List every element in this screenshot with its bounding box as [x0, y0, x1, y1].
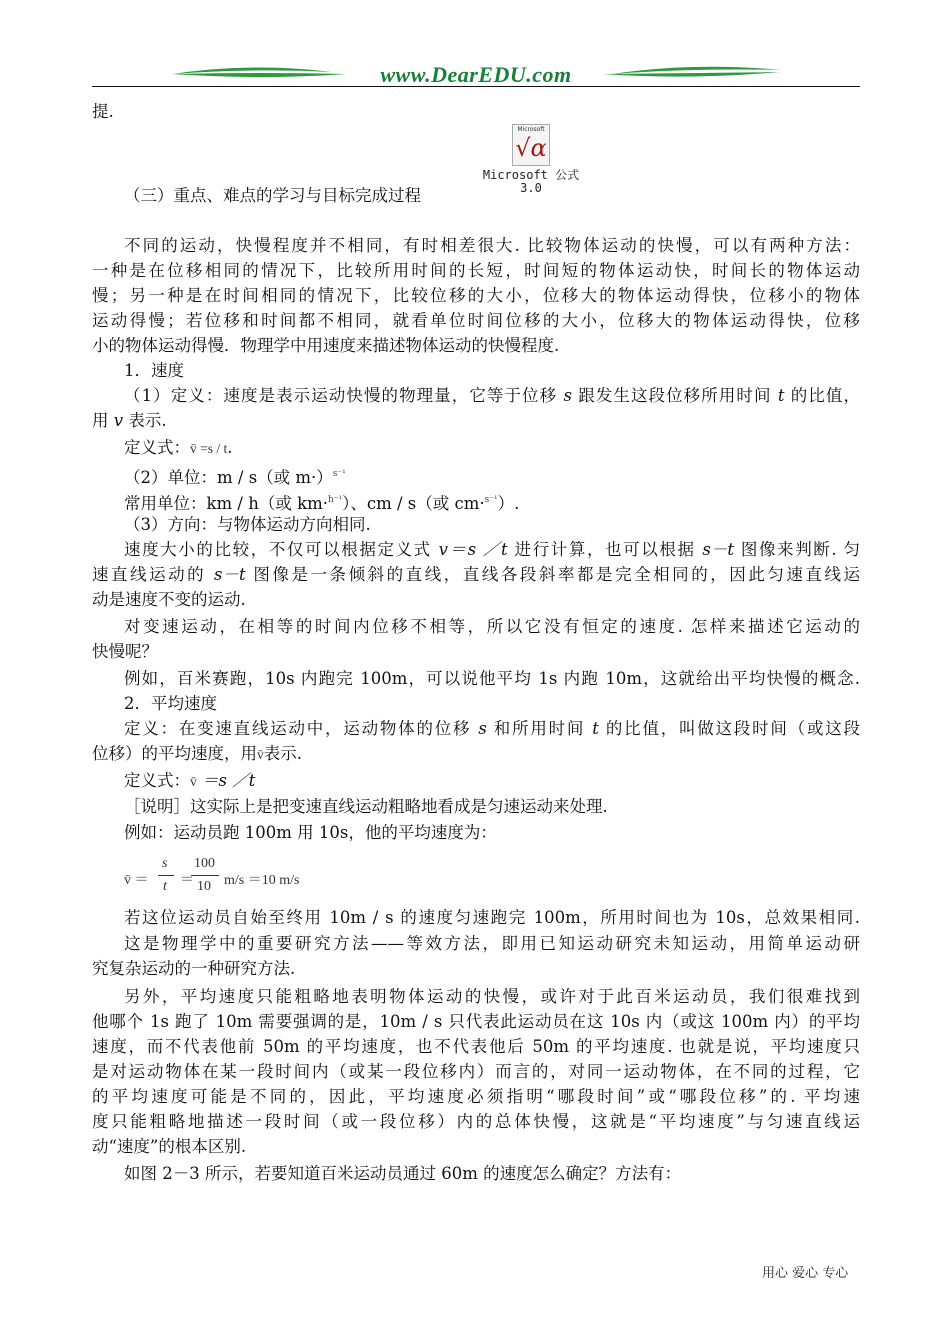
paragraph-line: 不同的运动，快慢程度并不相同，有时相差很大. 比较物体运动的快慢，可以有两种方法：	[124, 236, 860, 255]
example-line: 例如：运动员跑 100m 用 10s，他的平均速度为：	[124, 823, 497, 842]
equation-version: 3.0	[520, 181, 542, 195]
paragraph-line: 另外，平均速度只能粗略地表明物体运动的快慢，或许对于此百米运动员，我们很难找到	[124, 987, 860, 1006]
paragraph-line: 若这位运动员自始至终用 10m / s 的速度匀速跑完 100m，所用时间也为 10s，总效果相同.	[124, 908, 860, 927]
definition-line: （1）定义：速度是表示运动快慢的物理量，它等于位移 s 跟发生这段位移所用时间 t 的比值，	[124, 386, 860, 405]
paragraph-line: 例如，百米赛跑，10s 内跑完 100m，可以说他平均 1s 内跑 10m，这就给出平均快慢的概念.	[124, 669, 860, 688]
paragraph-line: 如图 2－3 所示，若要知道百米运动员通过 60m 的速度怎么确定？方法有：	[124, 1164, 682, 1183]
definition-line: 位移）的平均速度，用v̄表示.	[92, 744, 302, 763]
paragraph-line: 的平均速度可能是不同的，因此，平均速度必须指明“哪段时间”或“哪段位移”的. 平均速	[92, 1087, 860, 1106]
site-banner	[92, 60, 860, 94]
site-logo-text[interactable]: www.DearEDU.com	[380, 62, 572, 87]
header-rule	[92, 86, 860, 87]
text-line: 提.	[92, 102, 114, 121]
direction-line: （3）方向：与物体运动方向相同.	[124, 515, 371, 534]
note-line: ［说明］这实际上是把变速直线运动粗略地看成是匀速运动来处理.	[124, 797, 608, 816]
paragraph-line: 动是速度不变的运动.	[92, 590, 246, 609]
paragraph-line: 究复杂运动的一种研究方法.	[92, 959, 296, 978]
page-footer: 用心 爱心 专心	[762, 1266, 849, 1281]
speed-formula: v̄ =s / t	[190, 441, 228, 456]
average-speed-calculation: v̄ ＝ s t ＝ 100 10 m/s ＝10 m/s	[124, 856, 300, 894]
paragraph-line: 他哪个 1s 跑了 10m 需要强调的是，10m / s 只代表此运动员在这 10s 内（或这 100m 内）的平均	[92, 1012, 860, 1031]
definition-line: 用 v 表示.	[92, 411, 167, 430]
section-heading: （三）重点、难点的学习与目标完成过程	[124, 186, 421, 205]
unit-line: （2）单位：m / s（或 m·）$^{s^{-1}}$	[124, 468, 346, 487]
heading-average-speed: 2．平均速度	[124, 694, 217, 713]
equation-editor-icon: Microsoft √α	[512, 124, 550, 166]
paragraph-line: 小的物体运动得慢．物理学中用速度来描述物体运动的快慢程度.	[92, 336, 560, 355]
paragraph-line: 速直线运动的 s－t 图像是一条倾斜的直线，直线各段斜率都是完全相同的，因此匀速直线运	[92, 565, 860, 584]
paragraph-line: 速度，而不代表他前 50m 的平均速度，也不代表他后 50m 的平均速度. 也就是说，平均速度只	[92, 1037, 860, 1056]
paragraph-line: 速度大小的比较，不仅可以根据定义式 v＝s ／t 进行计算，也可以根据 s－t 图像来判断. 匀	[124, 540, 860, 559]
formula-line: 定义式：v̄ ＝s ／t	[124, 771, 256, 790]
paragraph-line: 动“速度”的根本区别.	[92, 1137, 247, 1156]
equation-object[interactable]	[476, 124, 586, 194]
paragraph-line: 度只能粗略地描述一段时间（或一段位移）内的总体快慢，这就是“平均速度”与匀速直线运	[92, 1112, 860, 1131]
paragraph-line: 是对运动物体在某一段时间内（或某一段位移内）而言的，对同一运动物体，在不同的过程，它	[92, 1062, 860, 1081]
formula-line: 定义式：v̄ =s / t.	[124, 438, 233, 457]
paragraph-line: 这是物理学中的重要研究方法——等效方法，即用已知运动研究未知运动，用简单运动研	[124, 934, 860, 953]
unit-line: 常用单位：km / h（或 km·$^{h^{-1}}$）、cm / s（或 cm·$^{s^{-1}}$）.	[124, 494, 520, 513]
paragraph-line: 慢；另一种是在时间相同的情况下，比较位移的大小，位移大的物体运动得快，位移小的物体	[92, 286, 860, 305]
paragraph-line: 运动得慢；若位移和时间都不相同，就看单位时间位移的大小，位移大的物体运动得快，位移	[92, 311, 860, 330]
paragraph-line: 一种是在位移相同的情况下，比较所用时间的长短，时间短的物体运动快，时间长的物体运动	[92, 261, 860, 280]
definition-line: 定义：在变速直线运动中，运动物体的位移 s 和所用时间 t 的比值，叫做这段时间（或这段	[124, 719, 860, 738]
heading-speed: 1．速度	[124, 361, 184, 380]
paragraph-line: 对变速运动，在相等的时间内位移不相等，所以它没有恒定的速度. 怎样来描述它运动的	[124, 617, 860, 636]
equation-caption: Microsoft 公式	[482, 168, 580, 182]
paragraph-line: 快慢呢？	[92, 642, 158, 661]
